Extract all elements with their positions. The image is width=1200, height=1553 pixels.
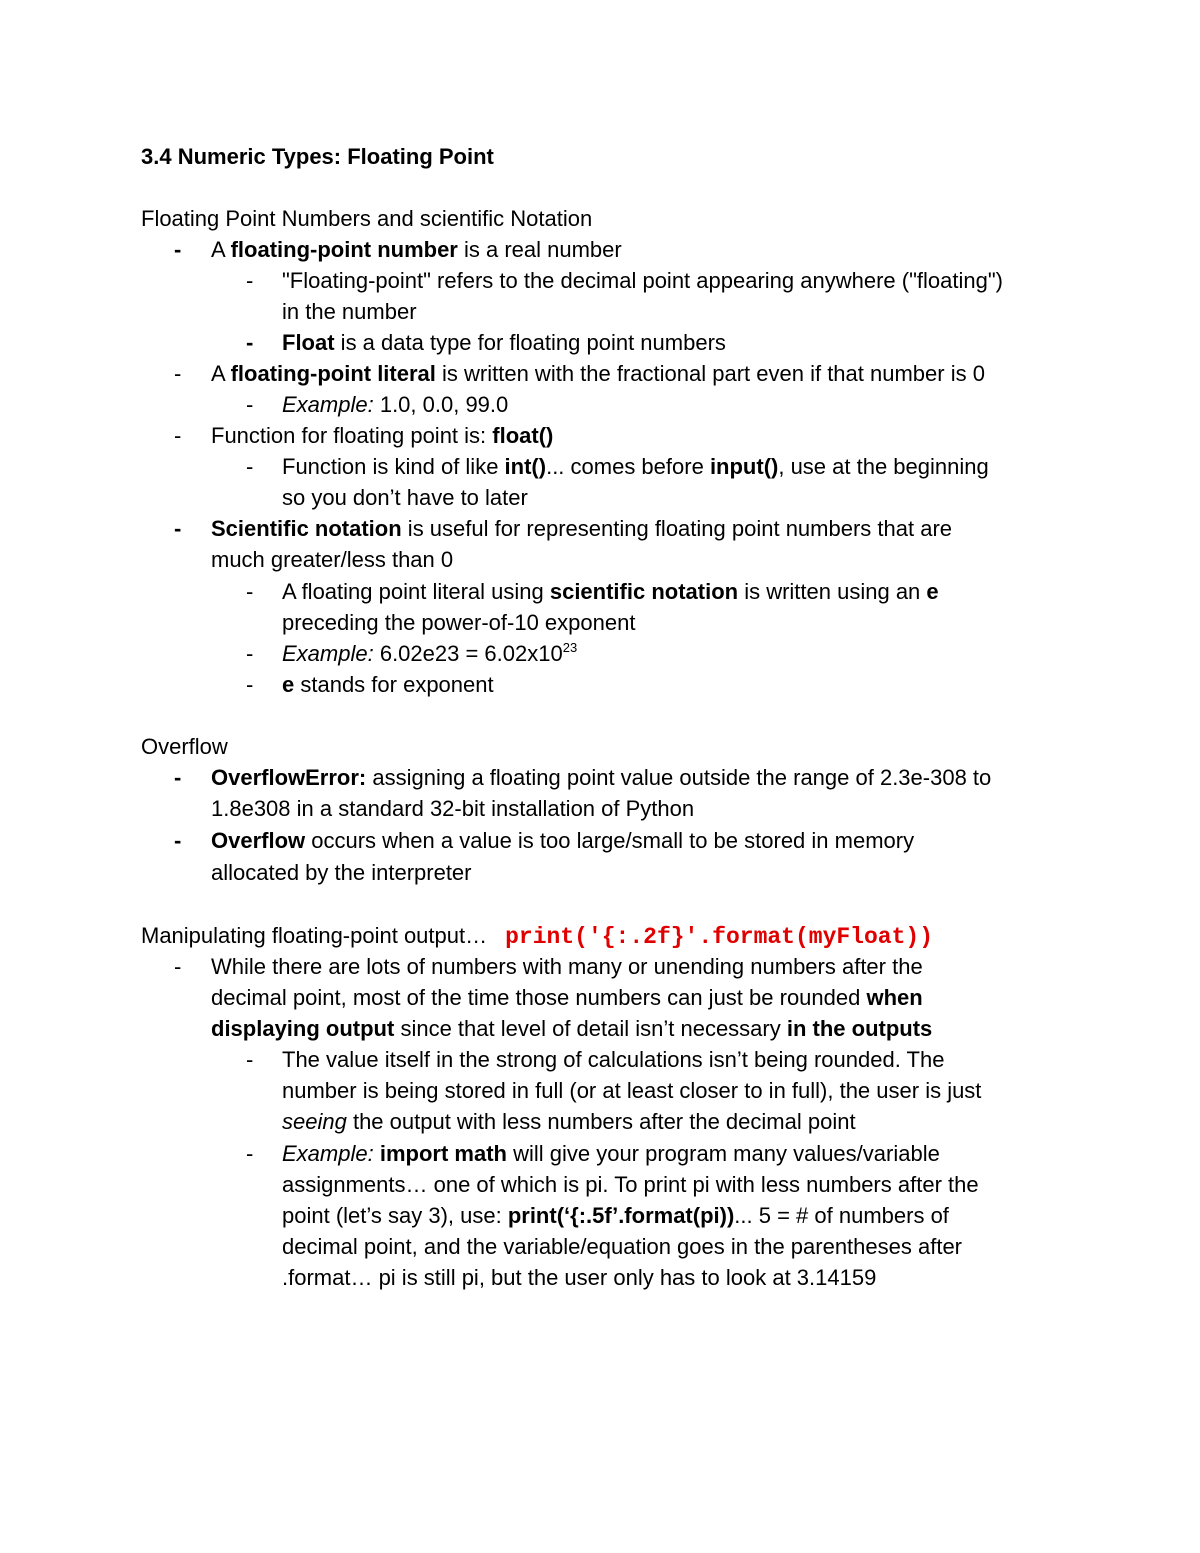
- bullet-rounding-cont2: displaying output since that level of detail isn’t necessary in the outputs: [211, 1016, 933, 1041]
- sub-bullet-import-math-cont2: point (let’s say 3), use: print(‘{:.5f’.format(pi))... 5 = # of numbers of: [282, 1203, 949, 1228]
- section-heading-manipulating: Manipulating floating-point output… print('{:.2f}'.format(myFloat)): [141, 923, 933, 950]
- bullet-marker: -: [246, 330, 254, 355]
- section-heading-floating-point: Floating Point Numbers and scientific Notation: [141, 206, 593, 231]
- bullet-marker: -: [174, 237, 182, 262]
- sub-bullet-sci-literal-cont: preceding the power-of-10 exponent: [282, 610, 636, 635]
- sub-bullet-e-exponent: e stands for exponent: [282, 672, 494, 697]
- bullet-overflow-cont: allocated by the interpreter: [211, 860, 472, 885]
- bullet-overflow: Overflow occurs when a value is too large/small to be stored in memory: [211, 828, 915, 853]
- bullet-marker: -: [174, 765, 182, 790]
- sub-bullet-literal-example: Example: 1.0, 0.0, 99.0: [282, 392, 509, 417]
- sub-bullet-function-like-int-cont: so you don’t have to later: [282, 485, 528, 510]
- bullet-marker: -: [174, 516, 182, 541]
- sub-bullet-floating-point-refers-cont: in the number: [282, 299, 417, 324]
- sub-bullet-sci-example: Example: $6.02e23 = 6.02x10^{23}$: [282, 640, 578, 666]
- bullet-overflow-error: OverflowError: assigning a floating point value outside the range of 2.3e-308 to: [211, 765, 992, 790]
- bullet-marker: -: [246, 1047, 254, 1072]
- bullet-marker: -: [246, 392, 254, 417]
- bullet-marker: -: [174, 828, 182, 853]
- sub-bullet-import-math-cont: assignments… one of which is pi. To print pi with less numbers after the: [282, 1172, 979, 1197]
- bullet-float-function: Function for floating point is: float(): [211, 423, 554, 448]
- bullet-floating-point-literal: A floating-point literal is written with the fractional part even if that number is 0: [211, 361, 985, 386]
- bullet-floating-point-number: A floating-point number is a real number: [211, 237, 622, 262]
- sub-bullet-function-like-int: Function is kind of like int()... comes before input(), use at the beginning: [282, 454, 989, 479]
- bullet-marker: -: [246, 268, 254, 293]
- page-title: 3.4 Numeric Types: Floating Point: [141, 144, 494, 169]
- sub-bullet-value-not-rounded-cont: number is being stored in full (or at least closer to in full), the user is just: [282, 1078, 982, 1103]
- bullet-marker: -: [246, 672, 254, 697]
- bullet-marker: -: [246, 641, 254, 666]
- sub-bullet-import-math: Example: import math will give your program many values/variable: [282, 1141, 940, 1166]
- section-heading-overflow: Overflow: [141, 734, 228, 759]
- bullet-overflow-error-cont: 1.8e308 in a standard 32-bit installation of Python: [211, 796, 695, 821]
- sub-bullet-import-math-cont4: .format… pi is still pi, but the user only has to look at 3.14159: [282, 1265, 877, 1290]
- sub-bullet-value-not-rounded-cont2: seeing the output with less numbers after the decimal point: [282, 1109, 856, 1134]
- bullet-scientific-notation: Scientific notation is useful for representing floating point numbers that are: [211, 516, 952, 541]
- bullet-marker: -: [174, 954, 182, 979]
- bullet-marker: -: [246, 1141, 254, 1166]
- bullet-marker: -: [174, 423, 182, 448]
- sub-bullet-value-not-rounded: The value itself in the strong of calculations isn’t being rounded. The: [282, 1047, 945, 1072]
- bullet-marker: -: [246, 454, 254, 479]
- sub-bullet-floating-point-refers: "Floating-point" refers to the decimal point appearing anywhere ("floating"): [282, 268, 1003, 293]
- bullet-marker: -: [246, 579, 254, 604]
- bullet-rounding: While there are lots of numbers with many or unending numbers after the: [211, 954, 923, 979]
- sub-bullet-import-math-cont3: decimal point, and the variable/equation goes in the parentheses after: [282, 1234, 963, 1259]
- sub-bullet-float-type: Float is a data type for floating point numbers: [282, 330, 726, 355]
- bullet-marker: -: [174, 361, 182, 386]
- bullet-rounding-cont: decimal point, most of the time those numbers can just be rounded when: [211, 985, 923, 1010]
- bullet-scientific-notation-cont: much greater/less than 0: [211, 547, 454, 572]
- format-code-snippet: print('{:.2f}'.format(myFloat)): [505, 924, 933, 950]
- sub-bullet-sci-literal: A floating point literal using scientific notation is written using an e: [282, 579, 939, 604]
